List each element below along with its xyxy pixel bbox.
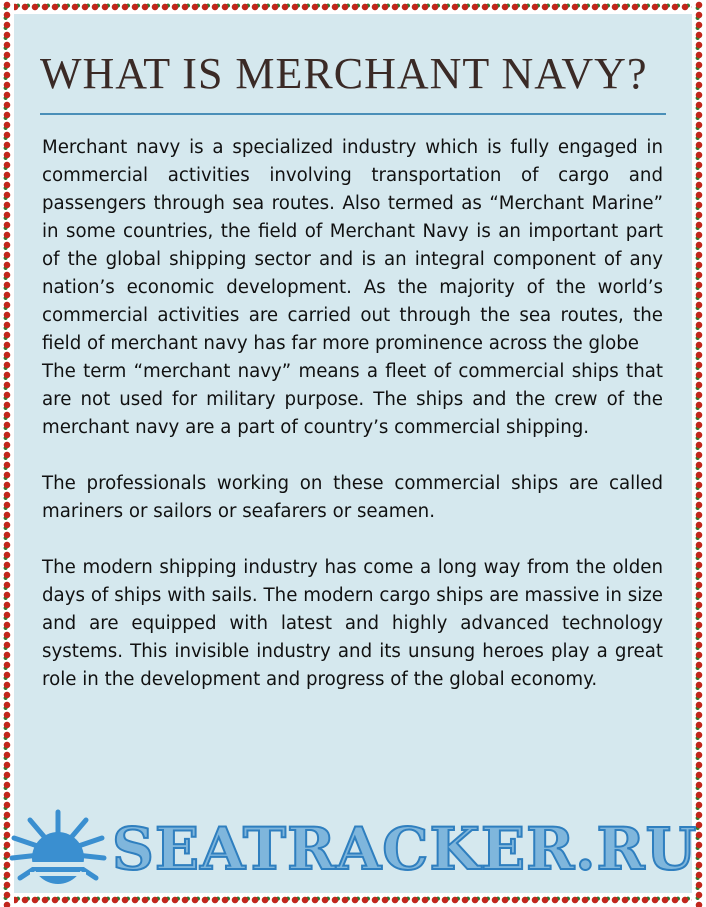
article-body xyxy=(42,134,663,694)
paragraph-modern-industry: The modern shipping industry has come a long way from the olden days of ships with sails. The modern cargo ships are massive in size and are equipped with latest and highly advanced technology systems. This invisible industry and its unsung heroes play a great role in the development and progress of the global economy. xyxy=(42,557,663,690)
paragraph-professionals: The professionals working on these commercial ships are called mariners or sailors or seafarers or seamen. xyxy=(42,473,663,522)
title-underline xyxy=(40,113,666,115)
decorative-border-top xyxy=(0,0,706,14)
paragraph-definition: Merchant navy is a specialized industry which is fully engaged in commercial activities involving transportation of cargo and passengers through sea routes. Also termed as “Merchant Marine” in some countries, the field of Merchant Navy is an important part of the global shipping sector and is an integral component of any nation’s economic development. As the majority of the world’s commercial activities are carried out through the sea routes, the field of merchant navy has far more prominence across the globe xyxy=(42,137,663,354)
watermark-text: SEATRACKER.RU xyxy=(112,815,698,883)
watermark xyxy=(0,808,706,898)
decorative-border-left xyxy=(0,0,14,907)
paragraph-term: The term “merchant navy” means a fleet of commercial ships that are not used for military purpose. The ships and the crew of the merchant navy are a part of country’s commercial shipping. xyxy=(42,361,663,438)
page-title: WHAT IS MERCHANT NAVY? xyxy=(40,49,648,98)
decorative-border-right xyxy=(692,0,706,907)
sun-over-sea-icon xyxy=(8,808,108,898)
